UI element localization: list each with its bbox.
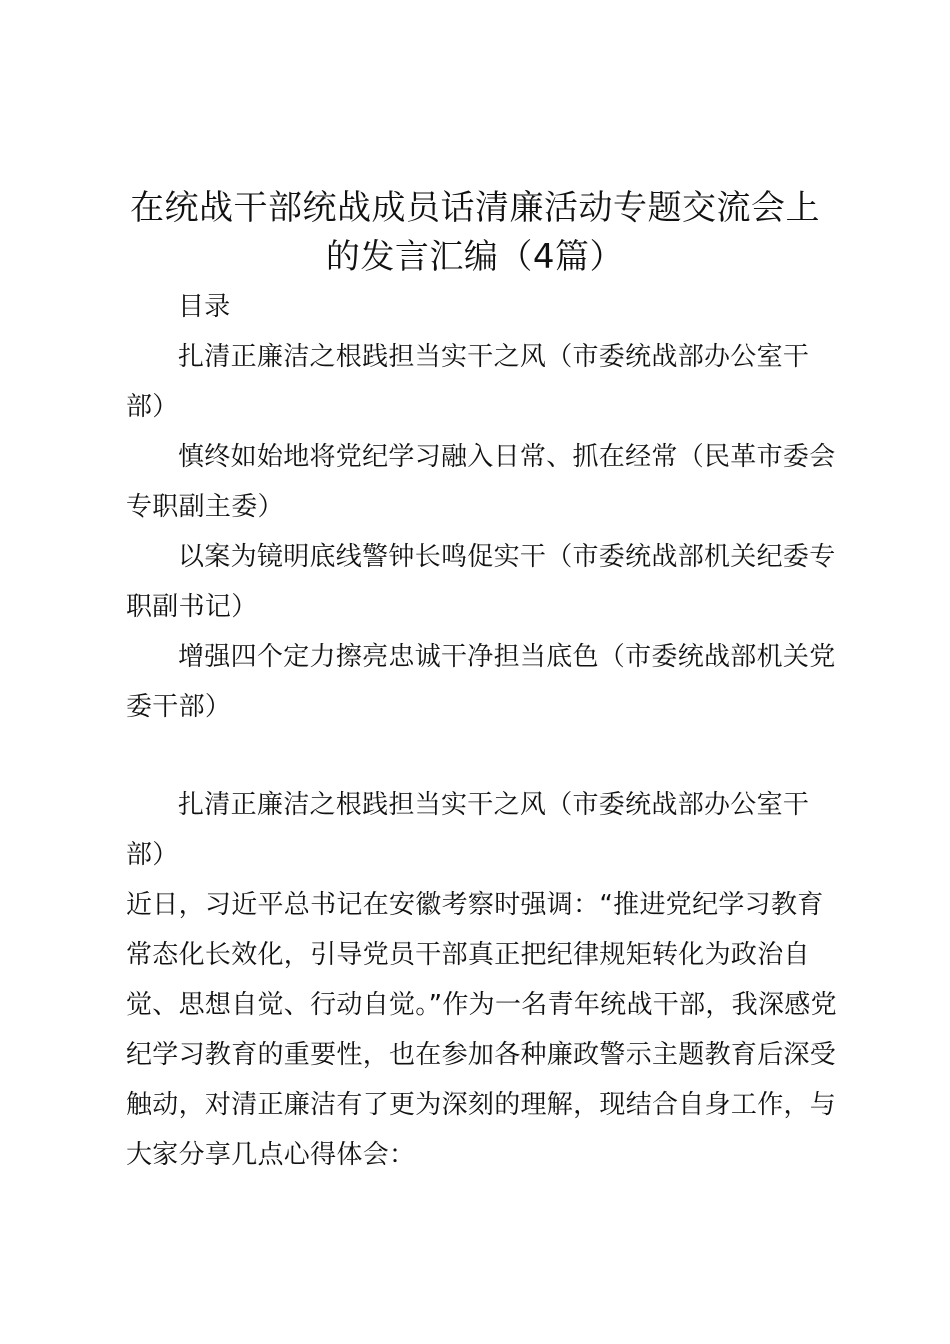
toc-label: 目录 (178, 292, 231, 322)
section-heading: 扎清正廉洁之根践担当实干之风（市委统战部办公室干部） (126, 790, 810, 870)
toc-item-3: 以案为镜明底线警钟长鸣促实干（市委统战部机关纪委专职副书记） (126, 542, 836, 622)
document-title-line-1: 在统战干部统战成员话清廉活动专题交流会上 (130, 188, 820, 228)
toc-item-4: 增强四个定力擦亮忠诚干净担当底色（市委统战部机关党委干部） (126, 642, 836, 722)
toc-item-1: 扎清正廉洁之根践担当实干之风（市委统战部办公室干部） (126, 342, 810, 422)
body-paragraph: 近日，习近平总书记在安徽考察时强调：“推进党纪学习教育常态化长效化，引导党员干部真正把纪律规矩转化为政治自觉、思想自觉、行动自觉。”作为一名青年统战干部，我深感党纪学习教育的重要性，也在参加各种廉政警示主题教育后深受触动，对清正廉洁有了更为深刻的理解，现结合自身工作，与大家分享几点心得体会： (126, 890, 837, 1170)
document-title-line-2: 的发言汇编（4篇） (325, 237, 625, 277)
toc-item-2: 慎终如始地将党纪学习融入日常、抓在经常（民革市委会专职副主委） (126, 442, 836, 522)
